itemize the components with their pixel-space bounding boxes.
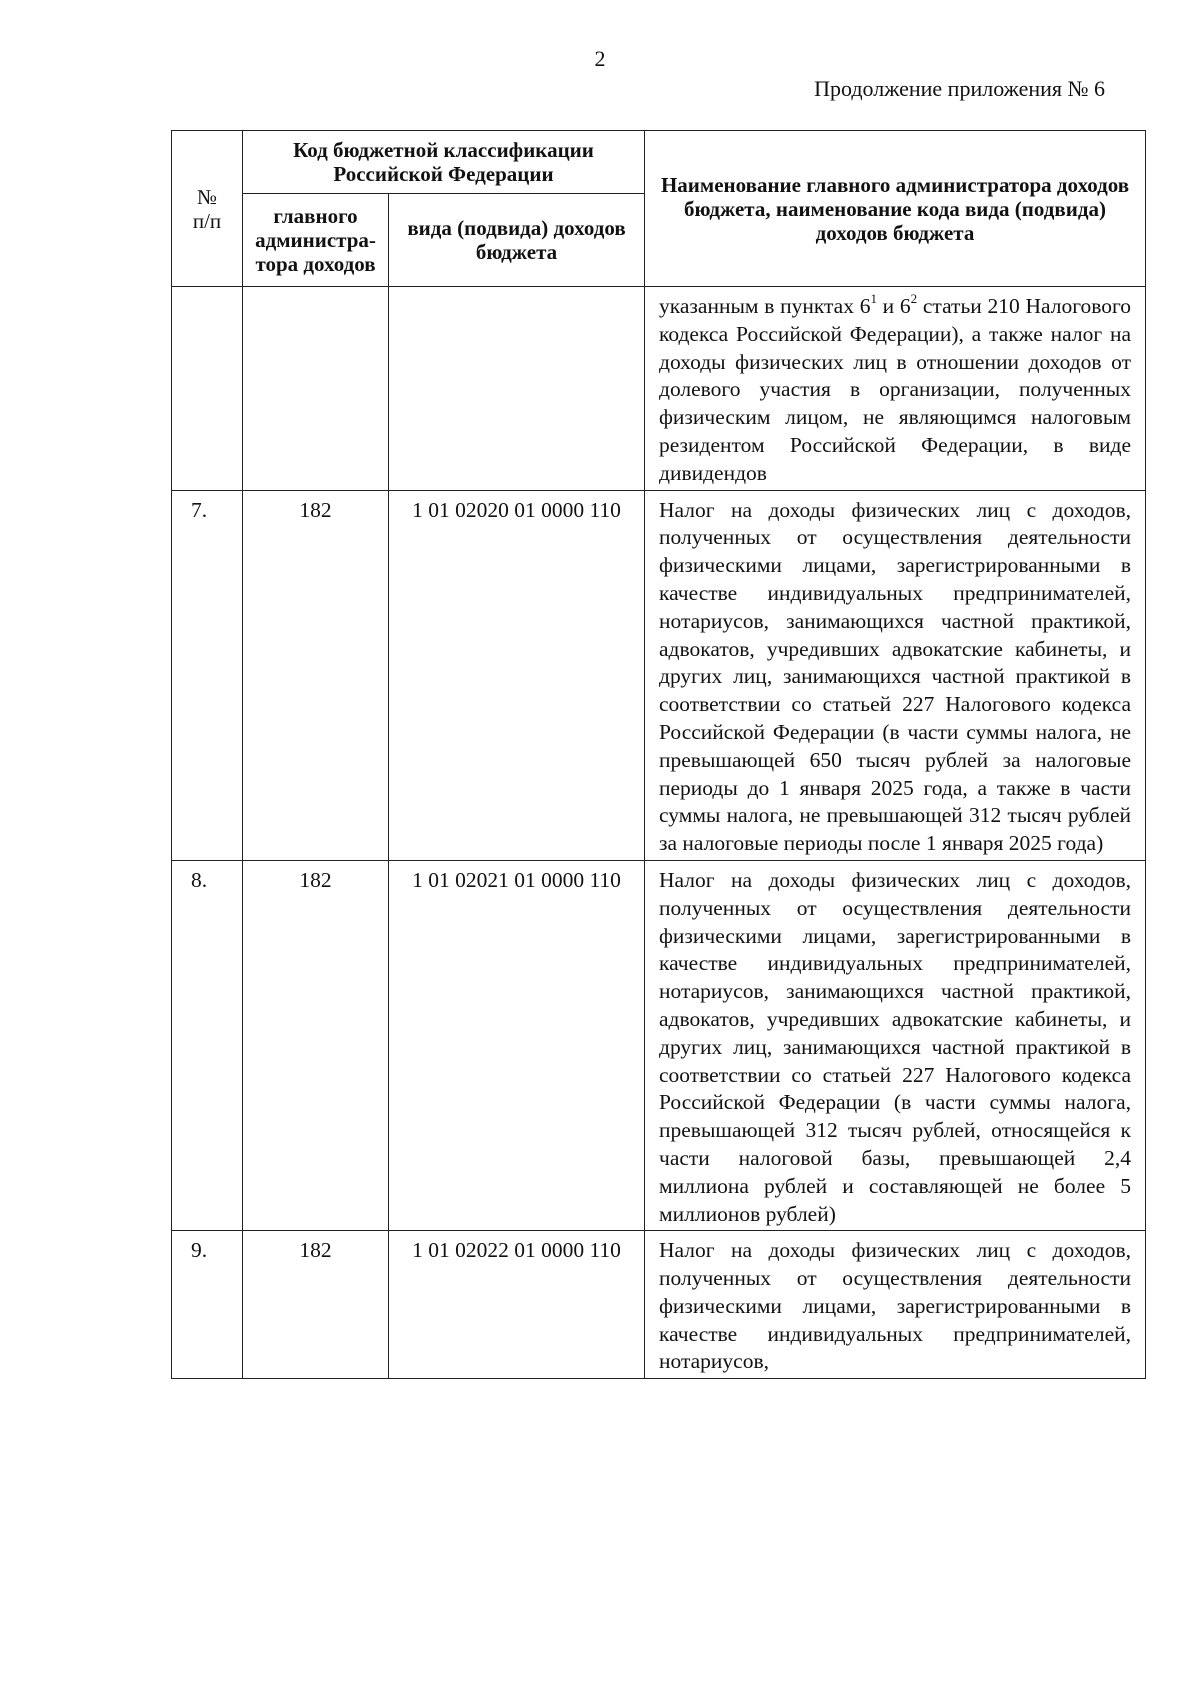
- row-kind-code: [389, 287, 645, 491]
- table-row: [172, 1231, 1146, 1379]
- row-number: 9.: [172, 1231, 243, 1379]
- header-number-sign: №: [196, 184, 218, 209]
- appendix-continuation: Продолжение приложения № 6: [814, 76, 1105, 101]
- row-kind-code: 1 01 02020 01 0000 110: [389, 490, 645, 860]
- table-row: [172, 287, 1146, 491]
- row-description: Налог на доходы физических лиц с доходов, полученных от осуществления деятельности физическими лицами, зарегистрированными в качестве индивидуальных предпринимателей, нотариусов, занимающихся частной практикой, адвокатов, учредивших адвокатские кабинеты, и других лиц, занимающихся частной практикой в соответствии со статьей 227 Налогового кодекса Российской Федерации (в части суммы налога, не превышающей 650 тысяч рублей за налоговые периоды до 1 января 2025 года, а также в части суммы налога, не превышающей 312 тысяч рублей за налоговые периоды после 1 января 2025 года): [645, 490, 1146, 860]
- row-description-sup2: 2: [910, 290, 918, 306]
- row-admin-code: [243, 287, 389, 491]
- row-kind-code: 1 01 02022 01 0000 110: [389, 1231, 645, 1379]
- row-admin-code: 182: [243, 490, 389, 860]
- header-name-column: Наименование главного администратора доходов бюджета, наименование кода вида (подвида) доходов бюджета: [645, 131, 1146, 287]
- row-admin-code: 182: [243, 1231, 389, 1379]
- row-description-part1: указанным в пунктах 6: [659, 294, 871, 318]
- row-description-sup1: 1: [870, 290, 877, 306]
- row-description-part3: статьи 210 Налогового кодекса Российской Федерации), а также налог на доходы физических лиц в отношении доходов от долевого участия в организации, полученных физическим лицом, не являющимся налоговым резидентом Российской Федерации, в виде дивидендов: [659, 294, 1132, 485]
- header-number-column: [172, 131, 243, 287]
- header-number-abbr: п/п: [192, 208, 222, 233]
- row-kind-code: 1 01 02021 01 0000 110: [389, 860, 645, 1230]
- row-description: Налог на доходы физических лиц с доходов, полученных от осуществления деятельности физическими лицами, зарегистрированными в качестве индивидуальных предпринимателей, нотариусов,: [645, 1231, 1146, 1379]
- row-description: Налог на доходы физических лиц с доходов, полученных от осуществления деятельности физическими лицами, зарегистрированными в качестве индивидуальных предпринимателей, нотариусов, занимающихся частной практикой, адвокатов, учредивших адвокатские кабинеты, и других лиц, занимающихся частной практикой в соответствии со статьей 227 Налогового кодекса Российской Федерации (в части суммы налога, превышающей 312 тысяч рублей, относящейся к части налоговой базы, превышающей 2,4 миллиона рублей и составляющей не более 5 миллионов рублей): [645, 860, 1146, 1230]
- row-description: [645, 287, 1146, 491]
- budget-classification-table: [171, 130, 1146, 1379]
- header-code-group: Код бюджетной классификации Российской Федерации: [243, 131, 645, 194]
- table-row: [172, 860, 1146, 1230]
- header-admin-column: главного администра-тора доходов: [243, 194, 389, 287]
- table-row: [172, 490, 1146, 860]
- row-number: [172, 287, 243, 491]
- row-number: 8.: [172, 860, 243, 1230]
- row-description-part2: и 6: [876, 294, 911, 318]
- row-number: 7.: [172, 490, 243, 860]
- page-number: 2: [594, 46, 606, 71]
- row-admin-code: 182: [243, 860, 389, 1230]
- header-kind-column: вида (подвида) доходов бюджета: [389, 194, 645, 287]
